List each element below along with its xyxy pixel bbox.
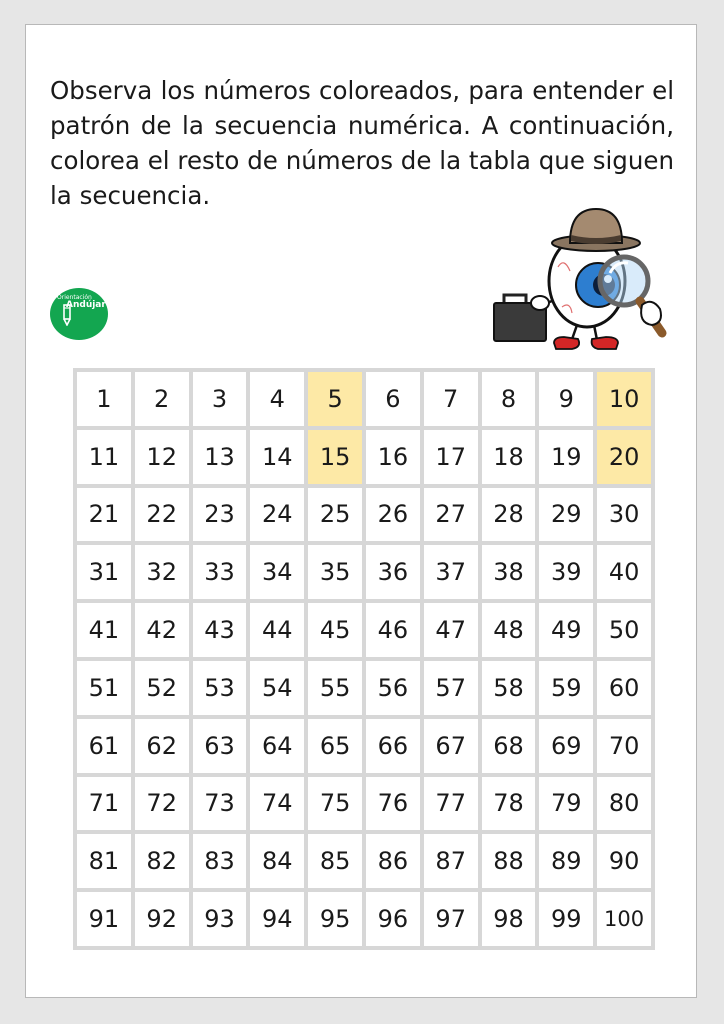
number-cell[interactable]: 77: [424, 777, 478, 831]
number-cell[interactable]: 44: [250, 603, 304, 657]
number-cell[interactable]: 80: [597, 777, 651, 831]
number-cell[interactable]: 22: [135, 488, 189, 542]
number-cell[interactable]: 72: [135, 777, 189, 831]
number-cell[interactable]: 91: [77, 892, 131, 946]
number-cell[interactable]: 83: [193, 834, 247, 888]
number-cell[interactable]: 63: [193, 719, 247, 773]
number-cell[interactable]: 70: [597, 719, 651, 773]
number-cell[interactable]: 88: [482, 834, 536, 888]
number-cell[interactable]: 34: [250, 545, 304, 599]
number-cell[interactable]: 96: [366, 892, 420, 946]
logo-line1: Orientación: [57, 294, 92, 301]
number-cell[interactable]: 8: [482, 372, 536, 426]
number-cell[interactable]: 53: [193, 661, 247, 715]
number-cell[interactable]: 32: [135, 545, 189, 599]
number-cell[interactable]: 10: [597, 372, 651, 426]
number-grid: [73, 368, 655, 950]
number-cell[interactable]: 6: [366, 372, 420, 426]
number-cell[interactable]: 29: [539, 488, 593, 542]
number-cell[interactable]: 62: [135, 719, 189, 773]
number-cell[interactable]: 97: [424, 892, 478, 946]
number-cell[interactable]: 14: [250, 430, 304, 484]
number-cell[interactable]: 74: [250, 777, 304, 831]
number-cell[interactable]: 16: [366, 430, 420, 484]
number-cell[interactable]: 4: [250, 372, 304, 426]
number-cell[interactable]: 25: [308, 488, 362, 542]
number-cell[interactable]: 66: [366, 719, 420, 773]
number-cell[interactable]: 68: [482, 719, 536, 773]
number-cell[interactable]: 43: [193, 603, 247, 657]
detective-eye-illustration: [492, 197, 692, 357]
number-cell[interactable]: 24: [250, 488, 304, 542]
worksheet-page: [25, 24, 697, 998]
number-cell[interactable]: 92: [135, 892, 189, 946]
number-cell[interactable]: 93: [193, 892, 247, 946]
number-cell[interactable]: 81: [77, 834, 131, 888]
number-cell[interactable]: 85: [308, 834, 362, 888]
number-cell[interactable]: 48: [482, 603, 536, 657]
number-cell[interactable]: 39: [539, 545, 593, 599]
number-cell[interactable]: 82: [135, 834, 189, 888]
number-cell[interactable]: 3: [193, 372, 247, 426]
number-cell[interactable]: 19: [539, 430, 593, 484]
number-cell[interactable]: 11: [77, 430, 131, 484]
number-cell[interactable]: 75: [308, 777, 362, 831]
number-cell[interactable]: 46: [366, 603, 420, 657]
logo-line2: Andújar: [66, 300, 106, 310]
number-cell[interactable]: 7: [424, 372, 478, 426]
number-cell[interactable]: 58: [482, 661, 536, 715]
number-cell[interactable]: 21: [77, 488, 131, 542]
number-cell[interactable]: 45: [308, 603, 362, 657]
number-cell[interactable]: 18: [482, 430, 536, 484]
number-cell[interactable]: 61: [77, 719, 131, 773]
hat-icon: [552, 209, 640, 251]
number-cell[interactable]: 2: [135, 372, 189, 426]
number-cell[interactable]: 42: [135, 603, 189, 657]
number-cell[interactable]: 12: [135, 430, 189, 484]
number-cell[interactable]: 33: [193, 545, 247, 599]
number-cell[interactable]: 23: [193, 488, 247, 542]
number-cell[interactable]: 5: [308, 372, 362, 426]
number-cell[interactable]: 54: [250, 661, 304, 715]
number-cell[interactable]: 15: [308, 430, 362, 484]
number-cell[interactable]: 87: [424, 834, 478, 888]
number-cell[interactable]: 40: [597, 545, 651, 599]
number-cell[interactable]: 55: [308, 661, 362, 715]
number-cell[interactable]: 99: [539, 892, 593, 946]
number-cell[interactable]: 67: [424, 719, 478, 773]
instructions-text: Observa los números coloreados, para entender el patrón de la secuencia numérica. A continuación, colorea el resto de números de la tabla que siguen la secuencia.: [50, 76, 674, 210]
number-cell[interactable]: 26: [366, 488, 420, 542]
number-cell[interactable]: 76: [366, 777, 420, 831]
number-cell[interactable]: 35: [308, 545, 362, 599]
number-cell[interactable]: 30: [597, 488, 651, 542]
number-cell[interactable]: 64: [250, 719, 304, 773]
number-cell[interactable]: 13: [193, 430, 247, 484]
number-cell[interactable]: 65: [308, 719, 362, 773]
number-cell[interactable]: 90: [597, 834, 651, 888]
number-cell[interactable]: 57: [424, 661, 478, 715]
number-cell[interactable]: 50: [597, 603, 651, 657]
number-cell[interactable]: 86: [366, 834, 420, 888]
number-cell[interactable]: 100: [597, 892, 651, 946]
number-cell[interactable]: 59: [539, 661, 593, 715]
number-cell[interactable]: 20: [597, 430, 651, 484]
number-cell[interactable]: 79: [539, 777, 593, 831]
number-cell[interactable]: 52: [135, 661, 189, 715]
number-cell[interactable]: 9: [539, 372, 593, 426]
number-cell[interactable]: 95: [308, 892, 362, 946]
number-cell[interactable]: 51: [77, 661, 131, 715]
number-cell[interactable]: 69: [539, 719, 593, 773]
number-cell[interactable]: 98: [482, 892, 536, 946]
number-cell[interactable]: 94: [250, 892, 304, 946]
orientacion-andujar-logo: [50, 288, 108, 340]
pencil-icon: [61, 304, 73, 326]
number-cell[interactable]: 41: [77, 603, 131, 657]
number-cell[interactable]: 56: [366, 661, 420, 715]
number-cell[interactable]: 38: [482, 545, 536, 599]
number-cell[interactable]: 60: [597, 661, 651, 715]
number-cell[interactable]: 47: [424, 603, 478, 657]
number-cell[interactable]: 84: [250, 834, 304, 888]
number-cell[interactable]: 27: [424, 488, 478, 542]
number-cell[interactable]: 31: [77, 545, 131, 599]
number-cell[interactable]: 1: [77, 372, 131, 426]
number-cell[interactable]: 89: [539, 834, 593, 888]
number-cell[interactable]: 37: [424, 545, 478, 599]
number-cell[interactable]: 28: [482, 488, 536, 542]
number-cell[interactable]: 71: [77, 777, 131, 831]
number-cell[interactable]: 49: [539, 603, 593, 657]
number-cell[interactable]: 73: [193, 777, 247, 831]
number-cell[interactable]: 17: [424, 430, 478, 484]
number-cell[interactable]: 36: [366, 545, 420, 599]
number-cell[interactable]: 78: [482, 777, 536, 831]
